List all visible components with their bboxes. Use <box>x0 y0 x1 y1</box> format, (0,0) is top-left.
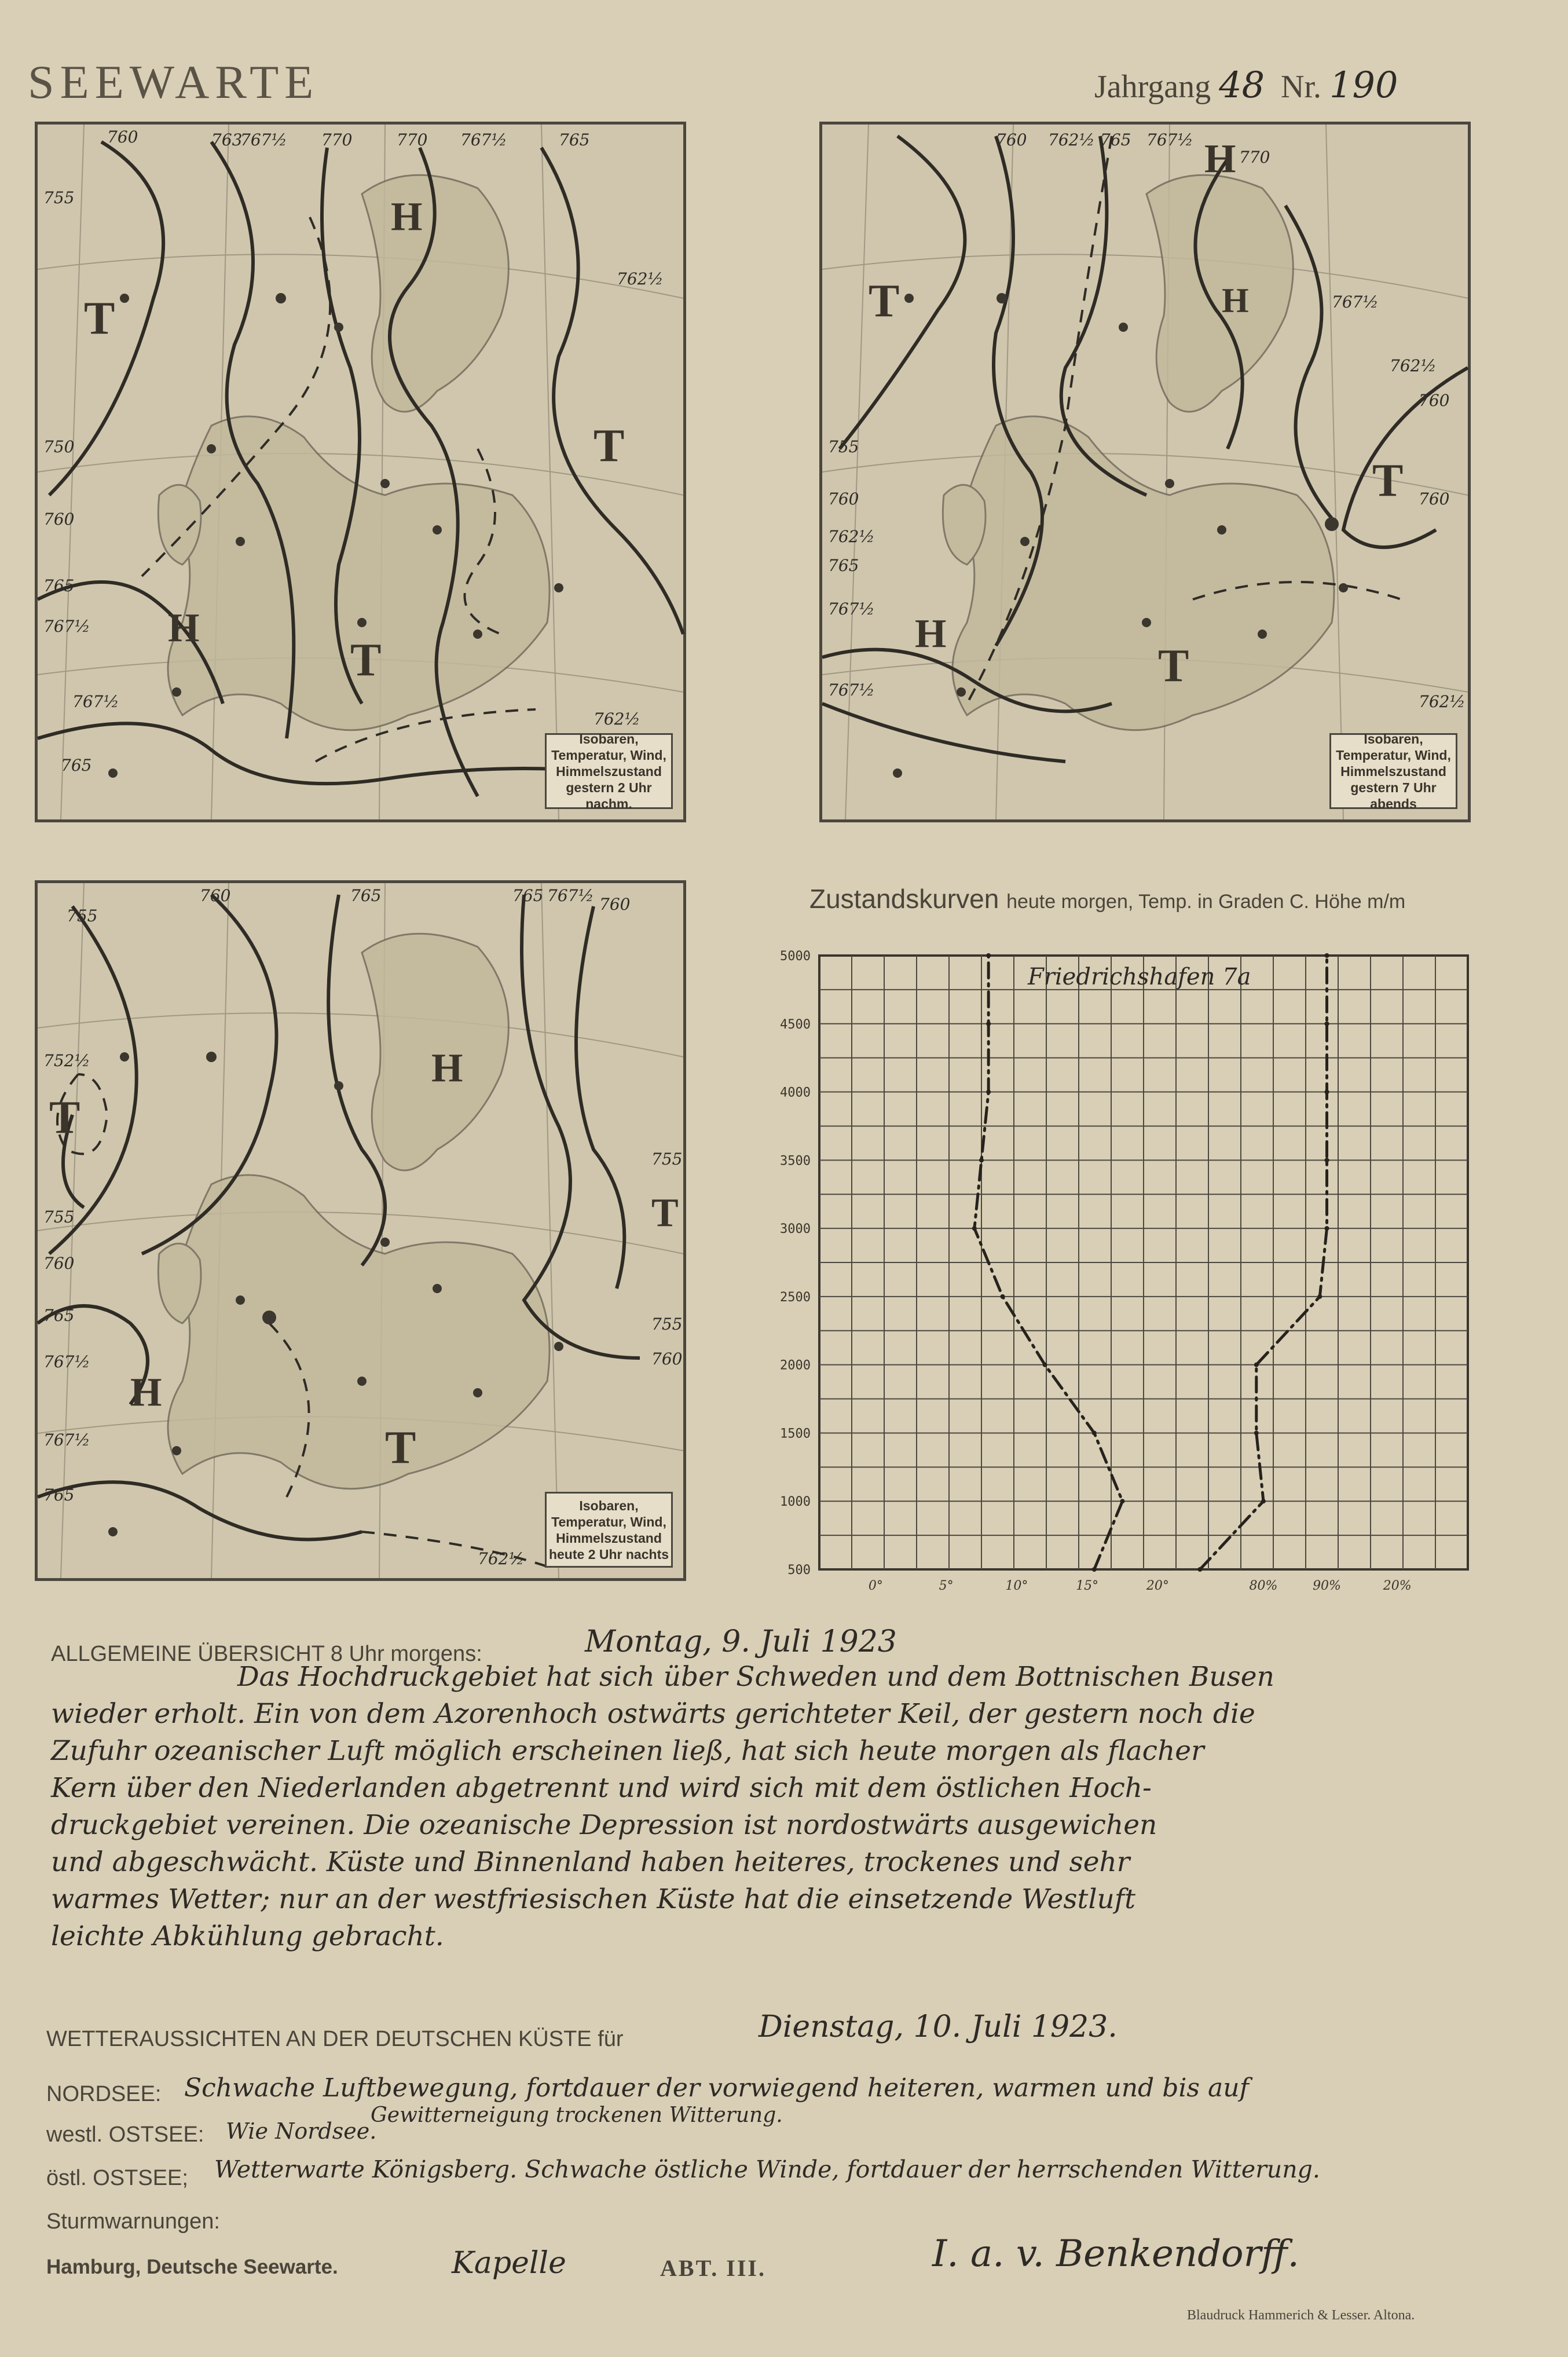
chart-point <box>1001 1294 1005 1299</box>
abt-label: ABT. III. <box>660 2255 766 2281</box>
overview-line: Zufuhr ozeanischer Luft möglich erscheinen ließ, hat sich heute morgen als flacher <box>51 1735 1204 1767</box>
overview-line: wieder erholt. Ein von dem Azorenhoch ostwärts gerichteter Keil, der gestern noch die <box>51 1698 1255 1730</box>
map-caption <box>545 1492 673 1568</box>
isobar-label: 755 <box>828 437 859 456</box>
chart-point <box>1120 1499 1124 1503</box>
isobar-label: 755 <box>651 1315 683 1334</box>
low-pressure-label: T <box>49 1092 80 1143</box>
low-pressure-label: T <box>84 293 115 344</box>
isobar-label: 762½ <box>828 527 875 546</box>
zustandskurven-chart <box>753 932 1482 1593</box>
caption-line: gestern 7 Uhr abends <box>1350 779 1437 811</box>
chart-x-ticks <box>869 1579 1412 1593</box>
high-pressure-label: H <box>915 612 947 656</box>
westl-ostsee-label: westl. OSTSEE: <box>46 2122 204 2147</box>
chart-point <box>979 1158 984 1162</box>
high-pressure-label: H <box>1204 137 1236 181</box>
isobar-label: 767½ <box>43 1352 90 1371</box>
low-pressure-label: T <box>1158 641 1189 691</box>
isobar-label: 770 <box>321 130 353 149</box>
chart-point <box>1325 1158 1329 1162</box>
chart-y-ticks <box>780 949 811 1578</box>
outlook-date: Dienstag, 10. Juli 1923. <box>759 2010 1118 2044</box>
isobar-label: 765 <box>559 130 590 149</box>
isobar-label: 767½ <box>1146 130 1193 149</box>
isobar-label: 762½ <box>1390 356 1437 375</box>
isobar-label: 760 <box>107 127 138 147</box>
chart-title-main: Zustandskurven <box>809 884 999 914</box>
high-pressure-label: H <box>431 1046 463 1090</box>
map-2-drawing <box>822 125 1468 819</box>
weather-map-2 <box>819 122 1471 822</box>
caption-line: Temperatur, Wind, <box>551 1514 666 1529</box>
high-pressure-label: H <box>168 606 200 650</box>
high-pressure-label: H <box>1222 281 1249 320</box>
caption-line: Isobaren, <box>579 731 639 746</box>
chart-y-tick-label: 5000 <box>780 949 811 964</box>
signature-benkendorff: I. a. v. Benkendorff. <box>932 2232 1299 2275</box>
isobar-label: 762½ <box>594 709 640 729</box>
caption-line: Himmelszustand <box>556 763 662 779</box>
chart-y-tick-label: 2000 <box>780 1358 811 1373</box>
caption-line: Himmelszustand <box>1340 763 1446 779</box>
overview-line: druckgebiet vereinen. Die ozeanische Depression ist nordostwärts ausgewichen <box>51 1809 1157 1841</box>
chart-point <box>986 953 991 958</box>
low-pressure-label: T <box>1372 455 1404 506</box>
chart-title <box>809 883 1405 914</box>
chart-y-tick-label: 1000 <box>780 1495 811 1510</box>
isobar-label: 765 <box>61 756 92 775</box>
jahrgang-label: Jahrgang <box>1094 69 1211 105</box>
hamburg-label: Hamburg, Deutsche Seewarte. <box>46 2256 338 2278</box>
chart-y-tick-label: 3000 <box>780 1222 811 1237</box>
nr-value: 190 <box>1329 64 1398 106</box>
chart-point <box>1197 1567 1202 1572</box>
chart-x-tick-label: 20% <box>1383 1579 1412 1593</box>
isobar-label: 765 <box>350 886 382 905</box>
caption-line: Isobaren, <box>1364 731 1423 746</box>
isobar-label: 762½ <box>617 269 664 288</box>
chart-y-tick-label: 4500 <box>780 1017 811 1032</box>
isobar-label: 752½ <box>43 1051 90 1070</box>
weather-map-1 <box>35 122 686 822</box>
isobar-label: 755 <box>651 1150 683 1169</box>
chart-y-tick-label: 500 <box>787 1563 811 1578</box>
isobar-label: 760 <box>996 130 1027 149</box>
isobar-label: 767½ <box>547 886 594 905</box>
nordsee-label: NORDSEE: <box>46 2082 162 2106</box>
overview-line: leichte Abkühlung gebracht. <box>51 1920 444 1952</box>
sturmwarnungen-label: Sturmwarnungen: <box>46 2209 220 2234</box>
isobar-label: 767½ <box>43 1430 90 1450</box>
chart-point <box>1325 1226 1329 1231</box>
map-caption <box>1329 733 1457 809</box>
chart-x-tick-label: 80% <box>1249 1579 1278 1593</box>
chart-y-tick-label: 4000 <box>780 1085 811 1100</box>
chart-point <box>1261 1499 1266 1503</box>
printer-note: Blaudruck Hammerich & Lesser. Altona. <box>1187 2308 1415 2323</box>
chart-grid <box>819 956 1468 1569</box>
chart-point <box>972 1226 977 1231</box>
outlook-label: WETTERAUSSICHTEN AN DER DEUTSCHEN KÜSTE für <box>46 2027 624 2051</box>
isobar-label: 755 <box>67 906 98 925</box>
isobar-label: 767½ <box>828 599 875 618</box>
low-pressure-label: T <box>350 635 382 686</box>
isobar-label: 765 <box>828 556 859 575</box>
chart-point <box>1317 1294 1322 1299</box>
signature-kapelle: Kapelle <box>452 2246 566 2281</box>
isobar-label: 750 <box>43 437 75 456</box>
map-caption <box>545 733 673 809</box>
chart-point <box>1092 1430 1097 1435</box>
low-pressure-label: T <box>869 276 900 327</box>
isobar-label: 762½ <box>478 1549 525 1568</box>
isobar-label: 767½ <box>43 617 90 636</box>
isobar-label: 760 <box>651 1349 683 1368</box>
isobar-label: 763 <box>211 130 243 149</box>
chart-point <box>1325 1090 1329 1095</box>
overview-line: Das Hochdruckgebiet hat sich über Schweden und dem Bottnischen Busen <box>237 1661 1274 1693</box>
high-pressure-label: H <box>130 1370 162 1415</box>
high-pressure-label: H <box>391 195 423 239</box>
oestl-ostsee-label: östl. OSTSEE; <box>46 2166 188 2190</box>
isobar-label: 765 <box>1100 130 1131 149</box>
issue-info <box>1094 64 1398 106</box>
jahrgang-value: 48 <box>1219 64 1265 106</box>
chart-point <box>986 1022 991 1026</box>
isobar-label: 760 <box>200 886 231 905</box>
chart-x-tick-label: 5° <box>939 1579 954 1593</box>
nordsee-text: Schwache Luftbewegung, fortdauer der vorwiegend heiteren, warmen und bis auf <box>184 2073 1249 2103</box>
caption-line: Himmelszustand <box>556 1530 662 1546</box>
overview-label: ALLGEMEINE ÜBERSICHT 8 Uhr morgens: <box>51 1642 482 1666</box>
isobar-label: 755 <box>43 1207 75 1227</box>
map-3-drawing <box>38 883 683 1578</box>
chart-y-tick-label: 1500 <box>780 1426 811 1441</box>
chart-x-tick-label: 15° <box>1076 1579 1099 1593</box>
chart-point <box>1092 1567 1097 1572</box>
isobar-label: 760 <box>1419 489 1450 508</box>
chart-x-tick-label: 90% <box>1313 1579 1341 1593</box>
chart-y-tick-label: 3500 <box>780 1154 811 1169</box>
overview-line: und abgeschwächt. Küste und Binnenland haben heiteres, trockenes und sehr <box>51 1846 1130 1878</box>
low-pressure-label: T <box>651 1191 679 1235</box>
isobar-label: 762½ <box>1419 692 1466 711</box>
chart-point <box>1254 1363 1259 1367</box>
chart-point <box>1254 1430 1259 1435</box>
isobar-label: 755 <box>43 188 75 207</box>
map-1-drawing <box>38 125 683 819</box>
chart-point <box>1325 1022 1329 1026</box>
overview-date: Montag, 9. Juli 1923 <box>585 1624 897 1659</box>
chart-x-tick-label: 0° <box>868 1579 883 1593</box>
isobar-label: 765 <box>512 886 544 905</box>
isobar-label: 760 <box>43 510 75 529</box>
chart-x-tick-label: 20° <box>1146 1579 1169 1593</box>
weather-map-3 <box>35 880 686 1581</box>
caption-line: heute 2 Uhr nachts <box>548 1546 669 1562</box>
chart-point <box>1325 953 1329 958</box>
isobar-label: 765 <box>43 576 75 595</box>
chart-y-tick-label: 2500 <box>780 1290 811 1305</box>
overview-line: warmes Wetter; nur an der westfriesischen Küste hat die einsetzende Westluft <box>51 1883 1136 1915</box>
masthead: SEEWARTE <box>28 56 320 108</box>
chart-annotation: Friedrichshafen 7a <box>1028 964 1251 990</box>
low-pressure-label: T <box>594 420 625 471</box>
isobar-label: 770 <box>1239 148 1270 167</box>
isobar-label: 760 <box>1419 391 1450 410</box>
isobar-label: 762½ <box>1048 130 1095 149</box>
isobar-label: 760 <box>599 895 631 914</box>
nr-label: Nr. <box>1281 69 1322 105</box>
chart-point <box>1043 1363 1047 1367</box>
overview-line: Kern über den Niederlanden abgetrennt und wird sich mit dem östlichen Hoch- <box>51 1772 1152 1804</box>
caption-line: Temperatur, Wind, <box>551 747 666 763</box>
caption-line: Temperatur, Wind, <box>1336 747 1451 763</box>
oestl-text: Wetterwarte Königsberg. Schwache östliche Winde, fortdauer der herrschenden Witterung. <box>214 2155 1320 2183</box>
chart-x-tick-label: 10° <box>1005 1579 1028 1593</box>
isobar-label: 765 <box>43 1485 75 1505</box>
isobar-label: 765 <box>43 1306 75 1325</box>
isobar-label: 767½ <box>460 130 507 149</box>
caption-line: Isobaren, <box>579 1498 639 1513</box>
chart-point <box>986 1090 991 1095</box>
low-pressure-label: T <box>385 1422 416 1473</box>
westl-text-top: Gewitterneigung trockenen Witterung. <box>371 2103 783 2127</box>
westl-text: Wie Nordsee. <box>226 2118 377 2144</box>
isobar-label: 760 <box>828 489 859 508</box>
isobar-label: 770 <box>397 130 428 149</box>
isobar-label: 767½ <box>1332 292 1379 312</box>
isobar-label: 767½ <box>828 680 875 700</box>
isobar-label: 760 <box>43 1254 75 1273</box>
isobar-label: 767½ <box>240 130 287 149</box>
chart-subtitle: heute morgen, Temp. in Graden C. Höhe m/m <box>1006 891 1406 913</box>
isobar-label: 767½ <box>72 692 119 711</box>
caption-line: gestern 2 Uhr nachm. <box>566 779 652 811</box>
